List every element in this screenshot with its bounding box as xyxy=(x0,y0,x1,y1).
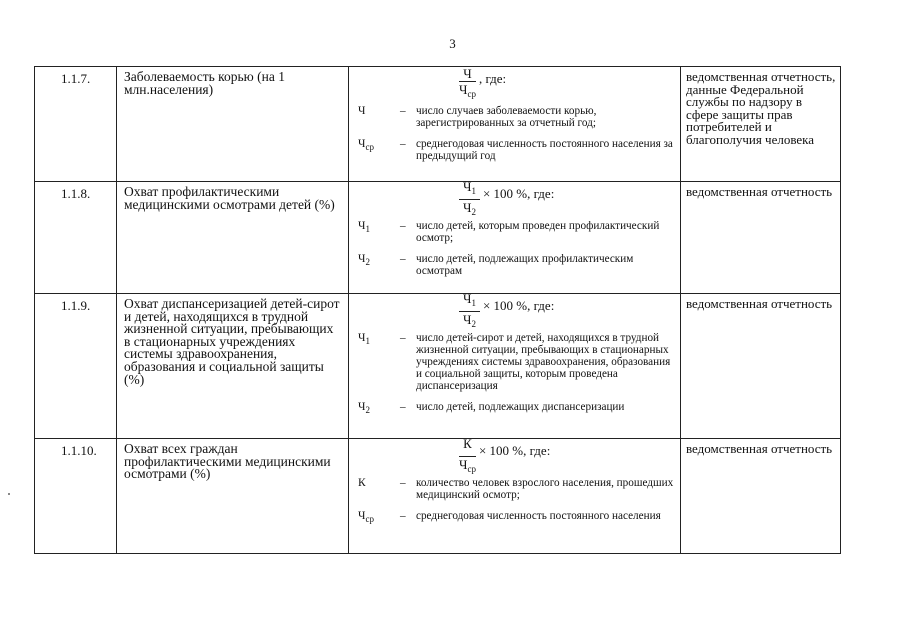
page-number: 3 xyxy=(449,36,456,51)
definition-item: $Ч_{ср}$ – среднегодовая численность постоянного населения xyxy=(349,510,680,525)
fraction-denominator: Ч xyxy=(463,311,472,327)
fraction-denominator: Ч xyxy=(463,199,472,215)
definition-item: $Ч_1$ – число детей, которым проведен профилактический осмотр; xyxy=(349,220,680,244)
fraction-denominator: Ч xyxy=(459,456,468,472)
definition-dash: – xyxy=(400,477,406,489)
definitions xyxy=(349,332,680,416)
table-row xyxy=(35,439,841,554)
fraction-numerator: Ч xyxy=(463,290,472,306)
definition-item: $Ч_1$ – число детей-сирот и детей, находящихся в трудной жизненной ситуации, пребывающих в стационарных учреждениях системы здравоохранения, образования и социальной защиты, которым проведена диспансеризация xyxy=(349,332,680,392)
data-source: ведомственная отчетность xyxy=(681,294,841,439)
fraction-denominator-sub: ср xyxy=(467,89,476,99)
data-source: ведомственная отчетность xyxy=(681,182,841,294)
indicators-table xyxy=(34,66,841,554)
definition-text: количество человек взрослого населения, прошедших медицинский осмотр; xyxy=(416,477,674,501)
definition-symbol: Ч xyxy=(358,332,366,344)
row-number: 1.1.9. xyxy=(35,294,117,439)
definition-dash: – xyxy=(400,401,406,413)
row-number: 1.1.10. xyxy=(35,439,117,554)
table-row xyxy=(35,294,841,439)
formula-cell xyxy=(349,290,681,439)
definition-dash: – xyxy=(400,105,406,117)
indicator-name: Охват профилактическими медицинскими осмотрами детей (%) xyxy=(117,182,349,294)
formula xyxy=(459,67,680,101)
fraction-numerator: Ч xyxy=(463,66,472,81)
formula-multiplier: × 100 % xyxy=(478,442,524,458)
definition-text: среднегодовая численность постоянного населения за предыдущий год xyxy=(416,138,673,162)
formula-suffix: , где: xyxy=(478,70,507,86)
definition-text: число детей, подлежащих профилактическим осмотрам xyxy=(416,253,634,277)
definition-symbol: Ч xyxy=(358,105,366,117)
fraction xyxy=(459,67,476,101)
definition-dash: – xyxy=(400,253,406,265)
definition-dash: – xyxy=(400,510,406,522)
definition-item: $Ч_{ср}$ – среднегодовая численность постоянного населения за предыдущий год xyxy=(349,138,680,162)
formula-suffix: , где: xyxy=(527,185,555,201)
formula xyxy=(459,178,680,217)
formula-suffix: , где: xyxy=(527,297,555,313)
definition-item xyxy=(349,477,680,501)
definitions xyxy=(349,477,680,525)
definition-item: $Ч_2$ – число детей, подлежащих профилактическим осмотрам xyxy=(349,253,680,277)
formula-cell xyxy=(349,67,681,182)
fraction-numerator: К xyxy=(463,435,472,451)
definition-symbol: Ч xyxy=(358,138,366,150)
formula-multiplier: × 100 % xyxy=(482,297,528,313)
definition-symbol: Ч xyxy=(358,401,366,413)
definitions xyxy=(349,220,680,277)
indicator-name: Охват диспансеризацией детей-сирот и детей, находящихся в трудной жизненной ситуации, пребывающих в стационарных учреждениях системы здравоохранения, образования и социальной защиты (%) xyxy=(117,294,349,439)
data-source: ведомственная отчетность xyxy=(681,439,841,554)
indicator-name: Заболеваемость корью (на 1 млн.населения) xyxy=(117,67,349,182)
definition-symbol: Ч xyxy=(358,510,366,522)
formula-cell xyxy=(349,435,681,554)
definition-text: число детей-сирот и детей, находящихся в трудной жизненной ситуации, пребывающих в стационарных учреждениях системы здравоохранения, образования и социальной защиты, которым проведена диспансеризация xyxy=(416,332,671,392)
table-row xyxy=(35,67,841,182)
fraction: $\frac{Ч_1}{Ч_2}$ xyxy=(459,292,480,331)
definition-symbol: Ч xyxy=(358,253,366,265)
definition-symbol: Ч xyxy=(358,220,366,232)
definitions xyxy=(349,105,680,162)
indicator-name: Охват всех граждан профилактическими медицинскими осмотрами (%) xyxy=(117,439,349,554)
scan-speck xyxy=(8,493,10,495)
row-number: 1.1.7. xyxy=(35,67,117,182)
formula xyxy=(459,435,680,474)
formula-multiplier: × 100 % xyxy=(482,185,528,201)
definition-text: среднегодовая численность постоянного населения xyxy=(416,510,661,522)
fraction: $\frac{Ч_1}{Ч_2}$ xyxy=(459,180,480,219)
formula xyxy=(459,290,680,329)
definition-text: число детей, которым проведен профилактический осмотр; xyxy=(416,220,660,244)
definition-text: число случаев заболеваемости корью, зарегистрированных за отчетный год; xyxy=(416,105,597,129)
definition-dash: – xyxy=(400,138,406,150)
definition-item: $Ч_2$ – число детей, подлежащих диспансеризации xyxy=(349,401,680,416)
fraction-denominator: Ч xyxy=(459,82,468,97)
definition-text: число детей, подлежащих диспансеризации xyxy=(416,401,625,413)
fraction-numerator: Ч xyxy=(463,178,472,194)
row-number: 1.1.8. xyxy=(35,182,117,294)
definition-symbol: К xyxy=(358,477,366,489)
formula-suffix: , где: xyxy=(523,442,551,458)
definition-dash: – xyxy=(400,220,406,232)
definition-dash: – xyxy=(400,332,406,344)
data-source: ведомственная отчетность, данные Федеральной службы по надзору в сфере защиты прав потребителей и благополучия человека xyxy=(681,67,841,182)
fraction: $\frac{К}{Ч_{ср}}$ xyxy=(459,435,476,474)
definition-item xyxy=(349,105,680,129)
formula-cell xyxy=(349,178,681,294)
table-row xyxy=(35,182,841,294)
